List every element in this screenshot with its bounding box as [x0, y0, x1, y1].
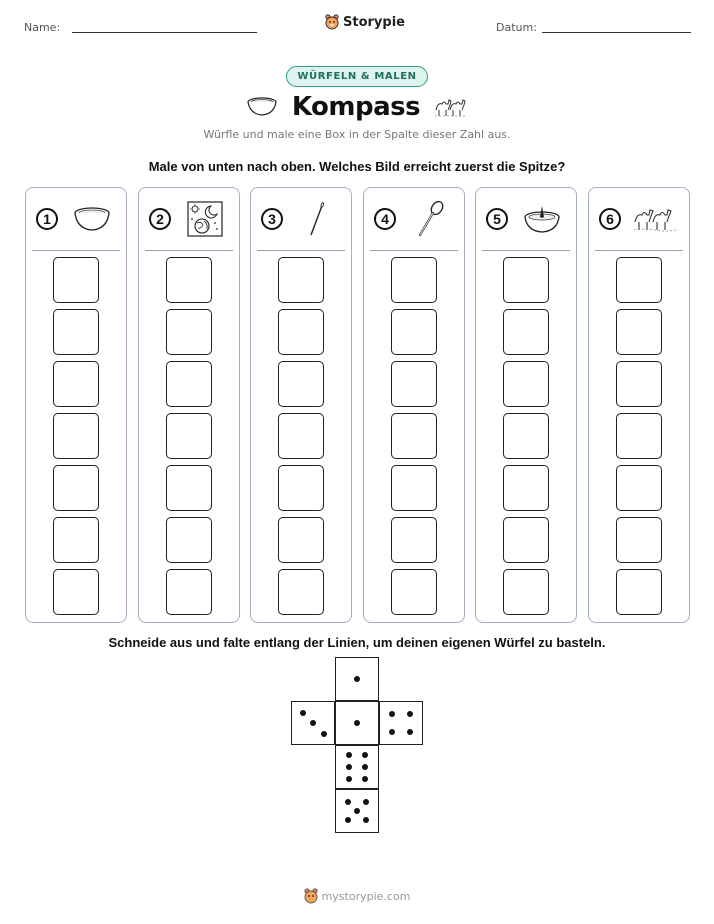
dice-pip — [300, 710, 306, 716]
column-divider — [595, 250, 683, 251]
color-box[interactable] — [166, 309, 212, 355]
color-box[interactable] — [391, 257, 437, 303]
bowl-icon — [70, 200, 114, 238]
dice-face-6 — [335, 745, 379, 789]
color-box[interactable] — [391, 413, 437, 459]
name-line[interactable] — [72, 32, 257, 33]
color-box[interactable] — [166, 413, 212, 459]
camels-icon — [434, 96, 468, 118]
color-box[interactable] — [53, 413, 99, 459]
color-box[interactable] — [278, 413, 324, 459]
color-box[interactable] — [503, 413, 549, 459]
footer — [304, 888, 411, 904]
color-box[interactable] — [616, 309, 662, 355]
dice-pip — [354, 720, 360, 726]
dice-pip — [346, 764, 352, 770]
storypie-mascot-icon — [325, 14, 339, 30]
page-title: Kompass — [291, 92, 421, 122]
color-box[interactable] — [166, 257, 212, 303]
dice-pip — [389, 729, 395, 735]
dice-face-5 — [335, 789, 379, 833]
color-box[interactable] — [166, 569, 212, 615]
color-box[interactable] — [278, 569, 324, 615]
dice-pip — [310, 720, 316, 726]
activity-badge: WÜRFELN & MALEN — [286, 66, 427, 87]
color-box[interactable] — [391, 465, 437, 511]
column-number: 4 — [374, 208, 396, 230]
dice-pip — [407, 711, 413, 717]
dice-pip — [389, 711, 395, 717]
color-box[interactable] — [503, 257, 549, 303]
dice-pip — [345, 817, 351, 823]
column-number: 5 — [486, 208, 508, 230]
color-box[interactable] — [53, 257, 99, 303]
column-1 — [25, 187, 127, 623]
color-box[interactable] — [616, 569, 662, 615]
column-5 — [475, 187, 577, 623]
color-box[interactable] — [278, 257, 324, 303]
color-box[interactable] — [503, 517, 549, 563]
color-box[interactable] — [278, 465, 324, 511]
column-number: 1 — [36, 208, 58, 230]
column-number: 6 — [599, 208, 621, 230]
column-divider — [370, 250, 458, 251]
column-3 — [250, 187, 352, 623]
color-box[interactable] — [166, 517, 212, 563]
dice-face-1 — [335, 701, 379, 745]
color-box[interactable] — [391, 361, 437, 407]
color-box[interactable] — [616, 257, 662, 303]
dice-pip — [346, 752, 352, 758]
dice-pip — [362, 776, 368, 782]
camels-icon — [633, 200, 677, 238]
dice-pip — [363, 799, 369, 805]
dice-pip — [407, 729, 413, 735]
dice-face-3 — [291, 701, 335, 745]
dice-pip — [354, 676, 360, 682]
title-row — [0, 92, 714, 122]
color-box[interactable] — [391, 569, 437, 615]
dice-pip — [346, 776, 352, 782]
color-box[interactable] — [503, 361, 549, 407]
color-box[interactable] — [391, 517, 437, 563]
spoon-icon — [408, 200, 452, 238]
color-box[interactable] — [616, 517, 662, 563]
color-box[interactable] — [503, 309, 549, 355]
date-line[interactable] — [542, 32, 691, 33]
night-sky-earth-icon — [183, 200, 227, 238]
dice-face-1 — [335, 657, 379, 701]
dice-pip — [321, 731, 327, 737]
bowl-icon — [246, 96, 278, 118]
column-divider — [257, 250, 345, 251]
column-4 — [363, 187, 465, 623]
name-label: Name: — [24, 21, 61, 34]
color-box[interactable] — [503, 465, 549, 511]
needle-icon — [295, 200, 339, 238]
color-box[interactable] — [53, 569, 99, 615]
dice-pip — [362, 764, 368, 770]
storypie-mascot-icon — [304, 888, 318, 904]
color-box[interactable] — [616, 465, 662, 511]
column-number: 3 — [261, 208, 283, 230]
brand-name: Storypie — [343, 14, 405, 30]
dice-face-4 — [379, 701, 423, 745]
dice-pip — [362, 752, 368, 758]
color-box[interactable] — [278, 309, 324, 355]
brand-logo — [325, 14, 405, 30]
color-box[interactable] — [53, 361, 99, 407]
color-box[interactable] — [503, 569, 549, 615]
instruction: Male von unten nach oben. Welches Bild erreicht zuerst die Spitze? — [148, 159, 566, 174]
column-divider — [32, 250, 120, 251]
column-2 — [138, 187, 240, 623]
cut-instruction: Schneide aus und falte entlang der Linien, um deinen eigenen Würfel zu basteln. — [108, 635, 606, 650]
color-box[interactable] — [53, 309, 99, 355]
color-box[interactable] — [166, 361, 212, 407]
dice-pip — [363, 817, 369, 823]
dice-pip — [345, 799, 351, 805]
color-box[interactable] — [166, 465, 212, 511]
color-box[interactable] — [616, 413, 662, 459]
column-divider — [145, 250, 233, 251]
color-box[interactable] — [616, 361, 662, 407]
compass-bowl-icon — [520, 200, 564, 238]
date-label: Datum: — [496, 21, 537, 34]
column-number: 2 — [149, 208, 171, 230]
color-box[interactable] — [391, 309, 437, 355]
dice-pip — [354, 808, 360, 814]
footer-url[interactable]: mystorypie.com — [321, 889, 411, 903]
subtitle: Würfle und male eine Box in der Spalte dieser Zahl aus. — [203, 128, 511, 141]
color-box[interactable] — [278, 517, 324, 563]
column-divider — [482, 250, 570, 251]
color-box[interactable] — [278, 361, 324, 407]
color-box[interactable] — [53, 465, 99, 511]
color-box[interactable] — [53, 517, 99, 563]
column-6 — [588, 187, 690, 623]
